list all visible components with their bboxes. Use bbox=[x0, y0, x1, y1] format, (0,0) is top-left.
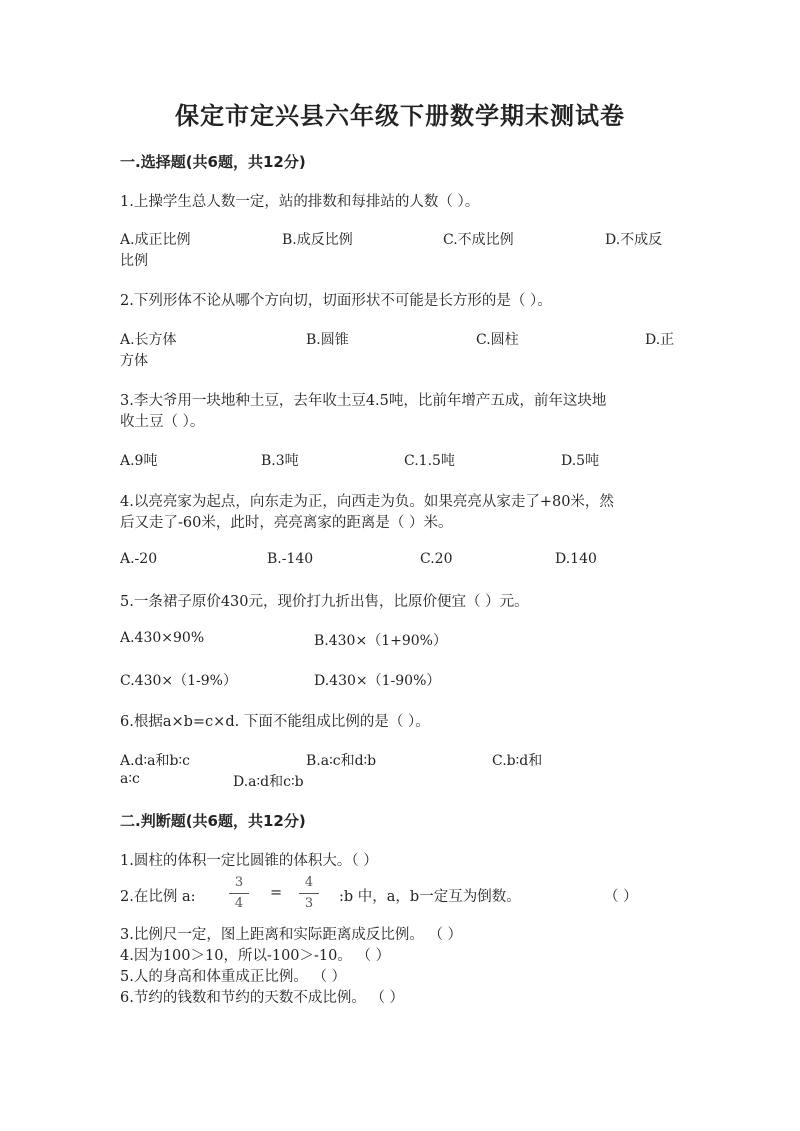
question-1-option-d: D.不成反 bbox=[605, 232, 663, 248]
question-6-option-a: A.d∶a和b∶c bbox=[120, 753, 190, 769]
question-2-option-c: C.圆柱 bbox=[476, 332, 519, 348]
question-1-stem: 1.上操学生总人数一定，站的排数和每排站的人数（ ）。 bbox=[120, 194, 480, 210]
question-3-option-d: D.5吨 bbox=[561, 453, 600, 469]
judgment-1: 1.圆柱的体积一定比圆锥的体积大。（ ） bbox=[120, 853, 378, 869]
fraction-2-denominator: 3 bbox=[304, 896, 314, 911]
question-4-option-b: B.-140 bbox=[267, 551, 314, 567]
judgment-2-answer-paren: （ ） bbox=[604, 889, 638, 905]
question-3-stem-line2: 收土豆（ ）。 bbox=[120, 414, 205, 430]
fraction-1-numerator: 3 bbox=[234, 875, 244, 890]
question-3-option-b: B.3吨 bbox=[261, 453, 299, 469]
question-6-option-c-cont: a∶c bbox=[120, 771, 140, 787]
fraction-1-denominator: 4 bbox=[234, 896, 244, 911]
question-5-option-a: A.430×90% bbox=[120, 630, 205, 646]
judgment-2-suffix: :b 中，a，b一定互为倒数。 bbox=[339, 889, 521, 905]
question-4-stem-line1: 4.以亮亮家为起点，向东走为正，向西走为负。如果亮亮从家走了+80米，然 bbox=[120, 494, 614, 510]
judgment-2-equals: = bbox=[270, 885, 283, 901]
section-heading-choice: 一.选择题(共6题，共12分) bbox=[120, 153, 306, 171]
question-5-option-b: B.430×（1+90%） bbox=[314, 633, 447, 649]
fraction-2-numerator: 4 bbox=[304, 875, 314, 890]
fraction-four-thirds bbox=[299, 876, 319, 911]
question-2-option-d-cont: 方体 bbox=[120, 353, 148, 369]
question-6-stem: 6.根据a×b=c×d. 下面不能组成比例的是（ ）。 bbox=[120, 714, 430, 730]
fraction-three-fourths bbox=[229, 876, 249, 911]
question-2-option-b: B.圆锥 bbox=[306, 332, 349, 348]
question-5-option-c: C.430×（1-9%） bbox=[120, 673, 237, 689]
question-3-option-c: C.1.5吨 bbox=[404, 453, 455, 469]
question-1-option-a: A.成正比例 bbox=[120, 232, 191, 248]
fraction-1-bar bbox=[229, 893, 249, 894]
question-4-option-d: D.140 bbox=[555, 551, 597, 567]
question-6-option-d: D.a∶d和c∶b bbox=[233, 774, 304, 790]
question-2-option-d: D.正 bbox=[645, 332, 675, 348]
judgment-2-prefix: 2.在比例 a: bbox=[120, 889, 196, 905]
page-title: 保定市定兴县六年级下册数学期末测试卷 bbox=[175, 102, 625, 130]
question-6-option-c: C.b∶d和 bbox=[492, 753, 543, 769]
question-2-option-a: A.长方体 bbox=[120, 332, 177, 348]
fraction-2-bar bbox=[299, 893, 319, 894]
question-5-stem: 5.一条裙子原价430元，现价打九折出售，比原价便宜（ ）元。 bbox=[120, 594, 529, 610]
question-1-option-c: C.不成比例 bbox=[443, 232, 514, 248]
question-5-option-d: D.430×（1-90%） bbox=[314, 673, 441, 689]
question-3-option-a: A.9吨 bbox=[120, 453, 158, 469]
question-3-stem-line1: 3.李大爷用一块地种土豆，去年收土豆4.5吨，比前年增产五成，前年这块地 bbox=[120, 393, 607, 409]
question-4-option-a: A.-20 bbox=[120, 551, 158, 567]
question-6-option-b: B.a∶c和d∶b bbox=[306, 753, 377, 769]
judgment-4: 4.因为100＞10，所以-100＞-10。 （ ） bbox=[120, 948, 391, 964]
judgment-6: 6.节约的钱数和节约的天数不成比例。 （ ） bbox=[120, 990, 405, 1006]
section-heading-judgment: 二.判断题(共6题，共12分) bbox=[120, 812, 306, 830]
question-1-option-b: B.成反比例 bbox=[282, 232, 353, 248]
question-1-option-d-cont: 比例 bbox=[120, 253, 148, 269]
judgment-5: 5.人的身高和体重成正比例。 （ ） bbox=[120, 969, 347, 985]
question-4-option-c: C.20 bbox=[420, 551, 453, 567]
question-2-stem: 2.下列形体不论从哪个方向切，切面形状不可能是长方形的是（ ）。 bbox=[120, 293, 552, 309]
judgment-3: 3.比例尺一定，图上距离和实际距离成反比例。 （ ） bbox=[120, 927, 463, 943]
question-4-stem-line2: 后又走了-60米，此时，亮亮离家的距离是（ ）米。 bbox=[120, 515, 453, 531]
